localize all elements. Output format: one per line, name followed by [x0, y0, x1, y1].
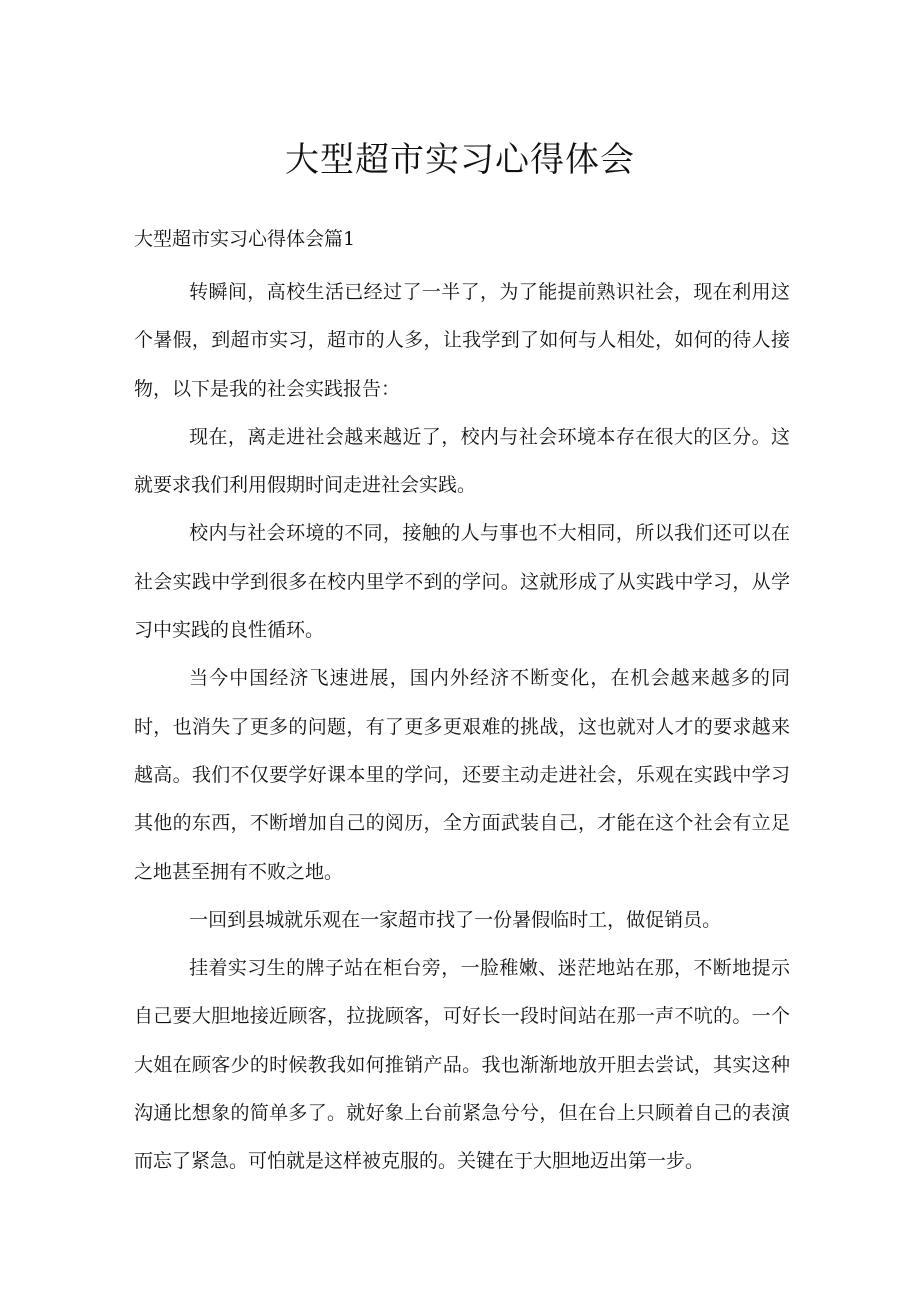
paragraph-2: 现在，离走进社会越来越近了，校内与社会环境本存在很大的区分。这就要求我们利用假期时间走进社会实践。 [134, 425, 790, 497]
paragraph-5: 一回到县城就乐观在一家超市找了一份暑假临时工，做促销员。 [189, 908, 722, 931]
section-heading: 大型超市实习心得体会篇1 [134, 228, 356, 250]
paragraph-4: 当今中国经济飞速进展，国内外经济不断变化，在机会越来越多的同时，也消失了更多的问题，有了更多更艰难的挑战，这也就对人才的要求越来越高。我们不仅要学好课本里的学问，还要主动走进社会，乐观在实践中学习其他的东西，不断增加自己的阅历，全方面武装自己，才能在这个社会有立足之地甚至拥有不败之地。 [134, 667, 790, 883]
document-body [134, 268, 790, 1186]
paragraph-1: 转瞬间，高校生活已经过了一半了，为了能提前熟识社会，现在利用这个暑假，到超市实习，超市的人多，让我学到了如何与人相处，如何的待人接物，以下是我的社会实践报告： [134, 281, 790, 400]
document-title: 大型超市实习心得体会 [285, 140, 635, 180]
paragraph-3: 校内与社会环境的不同，接触的人与事也不大相同，所以我们还可以在社会实践中学到很多在校内里学不到的学问。这就形成了从实践中学习，从学习中实践的良性循环。 [134, 522, 790, 642]
paragraph-6: 挂着实习生的牌子站在柜台旁，一脸稚嫩、迷茫地站在那，不断地提示自己要大胆地接近顾客，拉拢顾客，可好长一段时间站在那一声不吭的。一个大姐在顾客少的时候教我如何推销产品。我也渐渐地放开胆去尝试，其实这种沟通比想象的简单多了。就好象上台前紧急兮兮，但在台上只顾着自己的表演而忘了紧急。可怕就是这样被克服的。关键在于大胆地迈出第一步。 [134, 957, 790, 1173]
